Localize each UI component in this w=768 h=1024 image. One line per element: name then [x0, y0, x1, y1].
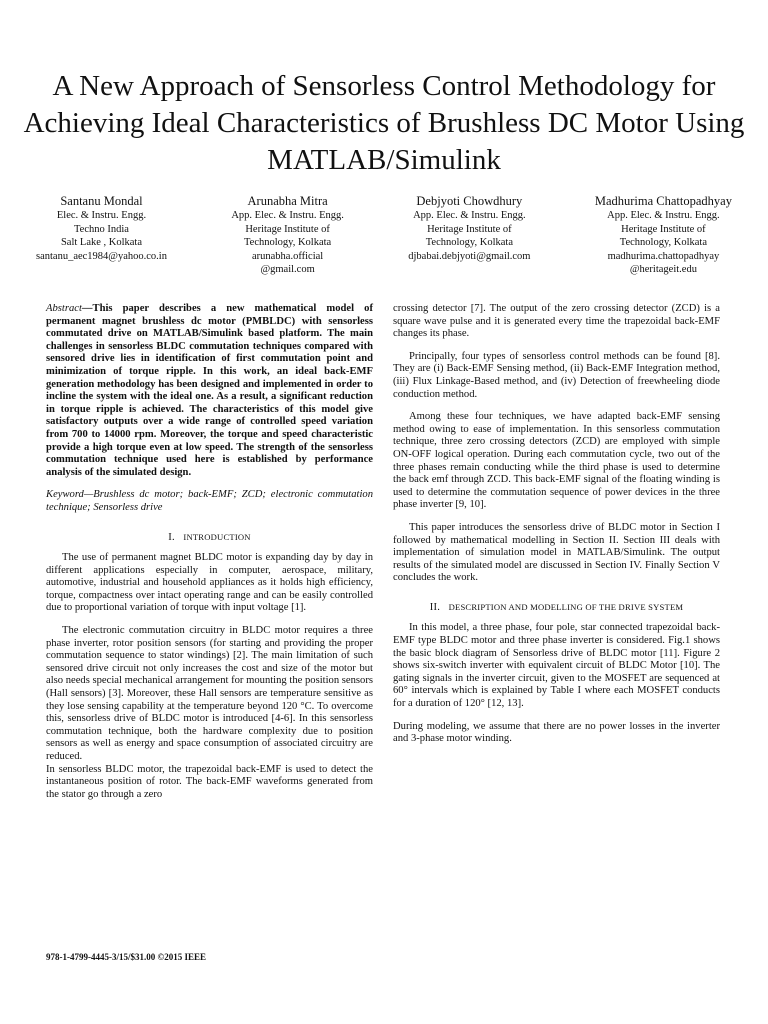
author-1	[36, 193, 167, 277]
author-affiliation: Elec. & Instru. Engg.	[56, 210, 147, 221]
paragraph: During modeling, we assume that there are no power losses in the inverter and 3-phase motor winding.	[393, 720, 720, 745]
left-column	[46, 303, 373, 811]
author-affiliation: Heritage Institute of	[427, 223, 512, 235]
paragraph: This paper introduces the sensorless drive of BLDC motor in Section I followed by mathematical modelling in Section II. Section III deals with implementation of simulation model in MATLAB/Simulink. The output results of the simulated model are discussed in Section IV. Finally Section V concludes the work.	[393, 521, 720, 584]
author-affiliation: Technology, Kolkata	[243, 237, 332, 248]
author-affiliation: App. Elec. & Instru. Engg.	[231, 210, 344, 221]
paragraph: In this model, a three phase, four pole, star connected trapezoidal back-EMF type BLDC motor and three phase inverter is considered. Fig.1 shows the basic block diagram of Sensorless drive of BLDC motor [11]. Figure 2 shows six-switch inverter with equivalent circuit of BLDC Motor [10]. The gating signals in the inverter circuit, given to the MOSFET are sequenced at 60° intervals which is explained by Table I where each MOSFET conducts for a duration of 120° [12, 13].	[393, 622, 720, 710]
section-1-heading	[46, 531, 373, 545]
keywords: Keyword—Brushless dc motor; back-EMF; ZCD; electronic commutation technique; Sensorless drive	[46, 489, 373, 513]
author-email: arunabha.official	[251, 250, 324, 262]
paragraph: Principally, four types of sensorless control methods can be found [8]. They are (i) Back-EMF Sensing method, (ii) Back-EMF Integration method, (iii) Flux Linkage-Based method, and (iv) Detection of freewheeling diode conduction method.	[393, 350, 720, 400]
author-email: @gmail.com	[260, 264, 315, 275]
author-affiliation: Techno India	[74, 223, 129, 235]
paragraph: crossing detector [7]. The output of the zero crossing detector (ZCD) is a square wave pulse and it is generated every time the trapezoidal back-EMF changes its phase.	[393, 303, 720, 340]
section-title: DESCRIPTION AND MODELLING OF THE DRIVE SYSTEM	[448, 601, 684, 612]
author-name: Arunabha Mitra	[247, 194, 328, 208]
section-2-heading	[393, 601, 720, 615]
author-name: Debjyoti Chowdhury	[416, 194, 523, 208]
abstract-text: —This paper describes a new mathematical model of permanent magnet brushless dc motor (PMBLDC) with sensorless commutated drive on MATLAB/Simulink based platform. The main challenges in sensorless BLDC commutation techniques compared with sensored drive lies in identification of first commutation point and minimization of torque ripple. In this work, an ideal back-EMF generation methodology has been designed and implemented in order to incline the system with the ideal one. As a result, a significant reduction in torque ripple is achieved. The characteristics of this model give satisfactory outputs over a wide range of controlled speed variation from 700 to 14000 rpm. Moreover, the torque and speed characteristic provide a high torque even at low speed. The strength of the sensorless commutation technique used here is established by performance analysis of the simulated design.	[46, 303, 373, 478]
author-name: Santanu Mondal	[60, 194, 143, 208]
paragraph: Among these four techniques, we have adapted back-EMF sensing method owing to ease of implementation. In this sensorless commutation technique, three zero crossing detectors (ZCD) are employed with simple ON-OFF logical operation. During each commutation cycle, two out of the three phases remain conducting while the third phase is used to determine the back emf through ZCD. This back-EMF signal of the floating winding is used to determine the commutation sequence of power devices in the three phase inverter [9, 10].	[393, 411, 720, 511]
section-number: I.	[168, 531, 175, 543]
paragraph: The use of permanent magnet BLDC motor is expanding day by day in different applications especially in computer, aerospace, military, automotive, industrial and household appliances as it holds high efficiency, torque, compactness over intact operating range and can be easily controlled due to proportional variation of torque with input voltage [1].	[46, 552, 373, 614]
section-title: INTRODUCTION	[183, 531, 251, 542]
author-email: santanu_aec1984@yahoo.co.in	[36, 250, 167, 262]
paragraph: In sensorless BLDC motor, the trapezoidal back-EMF is used to detect the instantaneous position of rotor. The back-EMF waveforms generated from the stator go through a zero	[46, 763, 373, 800]
author-affiliation: Technology, Kolkata	[619, 237, 708, 248]
author-name: Madhurima Chattopadhyay	[594, 194, 732, 208]
author-email: @heritageit.edu	[629, 264, 697, 275]
abstract-label: Abstract	[46, 303, 82, 314]
author-3	[408, 193, 530, 277]
author-block	[36, 193, 732, 277]
author-affiliation: App. Elec. & Instru. Engg.	[607, 210, 720, 221]
paper-title: A New Approach of Sensorless Control Methodology for Achieving Ideal Characteristics of Brushless DC Motor Using MATLAB/Simulink	[23, 70, 745, 176]
section-number: II.	[429, 601, 441, 613]
author-2	[231, 193, 344, 277]
copyright-footer: 978-1-4799-4445-3/15/$31.00 ©2015 IEEE	[46, 952, 206, 962]
author-email: djbabai.debjyoti@gmail.com	[408, 250, 531, 262]
abstract	[46, 303, 373, 479]
paragraph: The electronic commutation circuitry in BLDC motor requires a three phase inverter, rotor position sensors (for starting and providing the proper commutation sequence to stator windings) [2]. The main limitation of such sensored drive circuit not only increases the cost and size of the motor but also needs special mechanical arrangement for mounting the position sensors (Hall sensors) [3]. Moreover, these Hall sensors are temperature sensitive as they lose sensing capability at the temperature beyond 120 °C. To overcome this, sensorless drive of BLDC motor is introduced [4-6]. In this sensorless commutation technique, both the hardware complexity due to position sensors as well as energy and space consumption of associated circuitry are reduced.	[46, 625, 373, 762]
author-4	[595, 193, 732, 277]
author-affiliation: Salt Lake , Kolkata	[60, 237, 143, 248]
author-affiliation: Heritage Institute of	[621, 223, 706, 235]
author-affiliation: Heritage Institute of	[245, 223, 330, 235]
author-affiliation: Technology, Kolkata	[425, 237, 513, 248]
right-column	[393, 303, 720, 756]
author-email: madhurima.chattopadhyay	[607, 250, 720, 262]
author-affiliation: App. Elec. & Instru. Engg.	[413, 210, 526, 221]
